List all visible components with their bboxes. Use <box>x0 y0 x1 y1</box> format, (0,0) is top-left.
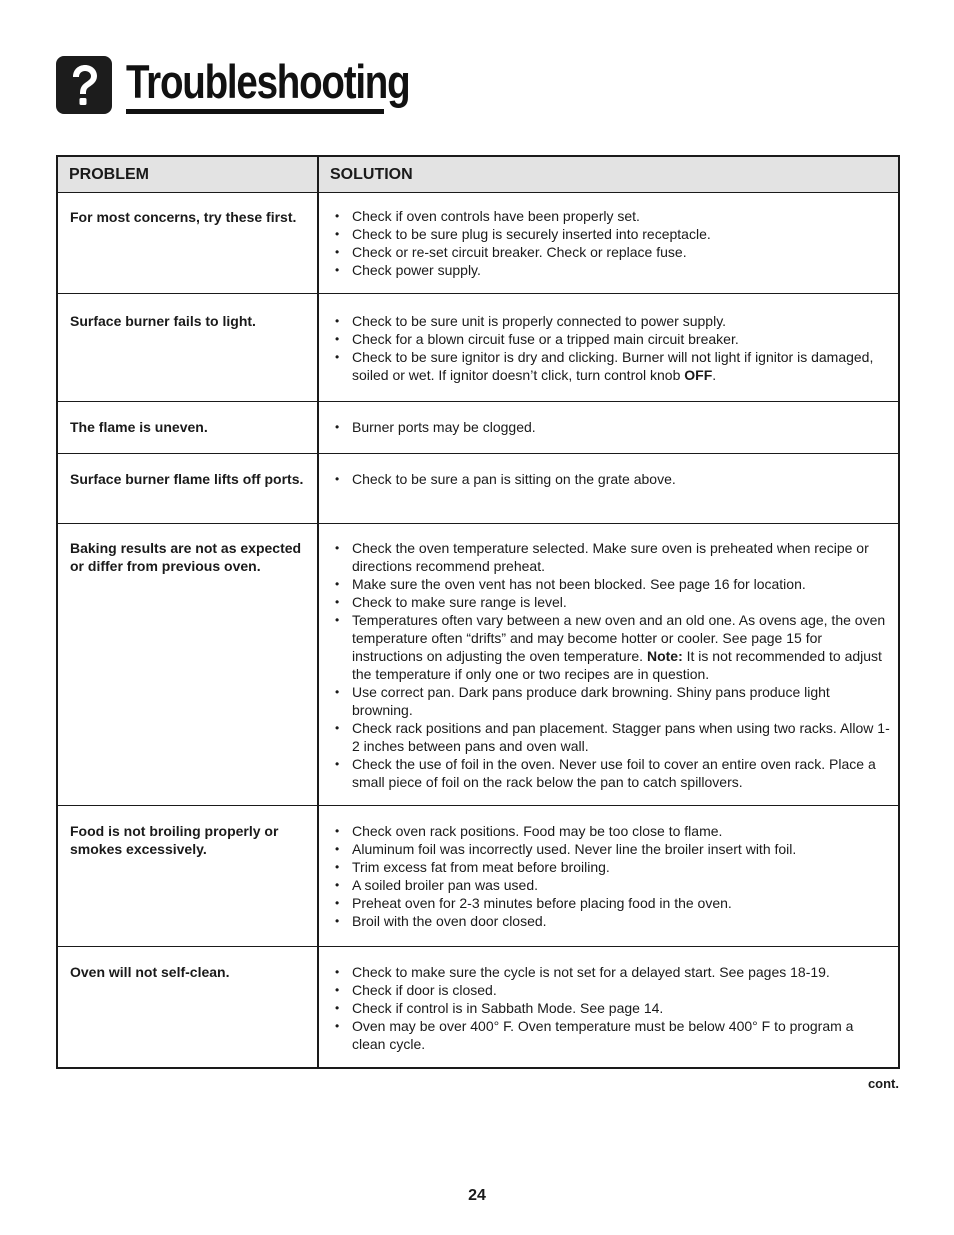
problem-cell <box>58 947 318 1067</box>
solution-cell <box>318 806 898 947</box>
solution-item: • Check if door is closed. <box>335 981 890 999</box>
solution-item: • Trim excess fat from meat before broiling. <box>335 858 890 876</box>
solution-item: • Check for a blown circuit fuse or a tripped main circuit breaker. <box>335 330 890 348</box>
solution-item: • Check to make sure the cycle is not set for a delayed start. See pages 18-19. <box>335 963 890 981</box>
problem-cell <box>58 524 318 806</box>
table-row <box>58 524 898 806</box>
solution-item: • Check or re-set circuit breaker. Check or replace fuse. <box>335 243 890 261</box>
solution-item: • Preheat oven for 2-3 minutes before placing food in the oven. <box>335 894 890 912</box>
title-wrap <box>126 56 474 108</box>
problem-text: Baking results are not as expected or differ from previous oven. <box>70 540 302 574</box>
problem-text: Food is not broiling properly or smokes excessively. <box>70 823 279 857</box>
solution-item: • Check if control is in Sabbath Mode. See page 14. <box>335 999 890 1017</box>
table-row <box>58 294 898 402</box>
note-text: It is not recommended to adjust the temperature if only one or two recipes are in question. <box>352 648 882 682</box>
solution-cell <box>318 947 898 1067</box>
solution-item: • Check power supply. <box>335 261 890 279</box>
table-row <box>58 806 898 947</box>
continued-label: cont. <box>867 1076 899 1091</box>
problem-cell <box>58 294 318 402</box>
table <box>58 157 898 1067</box>
note-label: Note: <box>646 648 683 664</box>
solution-text: Check to be sure ignitor is dry and clicking. Burner will not light if ignitor is damaged, soiled or wet. If ignitor doesn’t click, turn control knob <box>352 349 874 383</box>
table-header-row <box>58 157 898 193</box>
solution-list <box>335 963 890 1053</box>
solution-list <box>335 470 890 488</box>
solution-list <box>335 822 890 930</box>
solution-item <box>335 348 890 384</box>
problem-text: Surface burner fails to light. <box>70 313 256 329</box>
solution-tail: . <box>712 367 717 383</box>
problem-text: Oven will not self-clean. <box>70 964 230 980</box>
solution-item: • Oven may be over 400° F. Oven temperature must be below 400° F to program a clean cycle. <box>335 1017 890 1053</box>
column-header-problem: PROBLEM <box>58 157 318 193</box>
solution-item: • Check the use of foil in the oven. Never use foil to cover an entire oven rack. Place a small piece of foil on the rack below the pan to catch spillovers. <box>335 755 890 791</box>
solution-item: • Broil with the oven door closed. <box>335 912 890 930</box>
solution-item: • A soiled broiler pan was used. <box>335 876 890 894</box>
off-label: OFF <box>684 367 713 383</box>
solution-list <box>335 207 890 279</box>
problem-cell <box>58 193 318 294</box>
problem-cell <box>58 806 318 947</box>
solution-list <box>335 539 890 791</box>
solution-item <box>335 611 890 683</box>
solution-item: • Check if oven controls have been properly set. <box>335 207 890 225</box>
column-header-solution: SOLUTION <box>318 157 898 193</box>
solution-item: • Use correct pan. Dark pans produce dark browning. Shiny pans produce light browning. <box>335 683 890 719</box>
problem-cell <box>58 454 318 524</box>
solution-item: • Make sure the oven vent has not been blocked. See page 16 for location. <box>335 575 890 593</box>
question-mark-icon <box>56 56 112 114</box>
problem-text: The flame is uneven. <box>70 419 208 435</box>
solution-list <box>335 418 890 436</box>
table-row <box>58 193 898 294</box>
page-number: 24 <box>468 1187 486 1204</box>
solution-cell <box>318 454 898 524</box>
solution-item: • Check the oven temperature selected. Make sure oven is preheated when recipe or directions recommend preheat. <box>335 539 890 575</box>
solution-cell <box>318 294 898 402</box>
solution-item: • Check to make sure range is level. <box>335 593 890 611</box>
solution-item: • Check oven rack positions. Food may be too close to flame. <box>335 822 890 840</box>
page-title: Troubleshooting <box>126 55 410 108</box>
solution-item: • Check to be sure plug is securely inserted into receptacle. <box>335 225 890 243</box>
title-underline <box>126 109 384 114</box>
solution-item: • Aluminum foil was incorrectly used. Never line the broiler insert with foil. <box>335 840 890 858</box>
solution-item: • Check to be sure a pan is sitting on the grate above. <box>335 470 890 488</box>
troubleshooting-table <box>56 155 900 1069</box>
solution-item: • Burner ports may be clogged. <box>335 418 890 436</box>
solution-cell <box>318 524 898 806</box>
solution-text: Temperatures often vary between a new oven and an old one. As ovens age, the oven temperature often “drifts” and may become hotter or cooler. See page 15 for instructions on adjusting the oven temperature. <box>352 612 886 664</box>
problem-text: For most concerns, try these first. <box>70 209 297 225</box>
page-header <box>56 56 474 118</box>
table-row <box>58 402 898 454</box>
solution-cell <box>318 402 898 454</box>
problem-cell <box>58 402 318 454</box>
table-row <box>58 947 898 1067</box>
problem-text: Surface burner flame lifts off ports. <box>70 471 304 487</box>
solution-item: • Check to be sure unit is properly connected to power supply. <box>335 312 890 330</box>
solution-item: • Check rack positions and pan placement. Stagger pans when using two racks. Allow 1-2 inches between pans and oven wall. <box>335 719 890 755</box>
solution-cell <box>318 193 898 294</box>
solution-list <box>335 312 890 384</box>
table-row <box>58 454 898 524</box>
